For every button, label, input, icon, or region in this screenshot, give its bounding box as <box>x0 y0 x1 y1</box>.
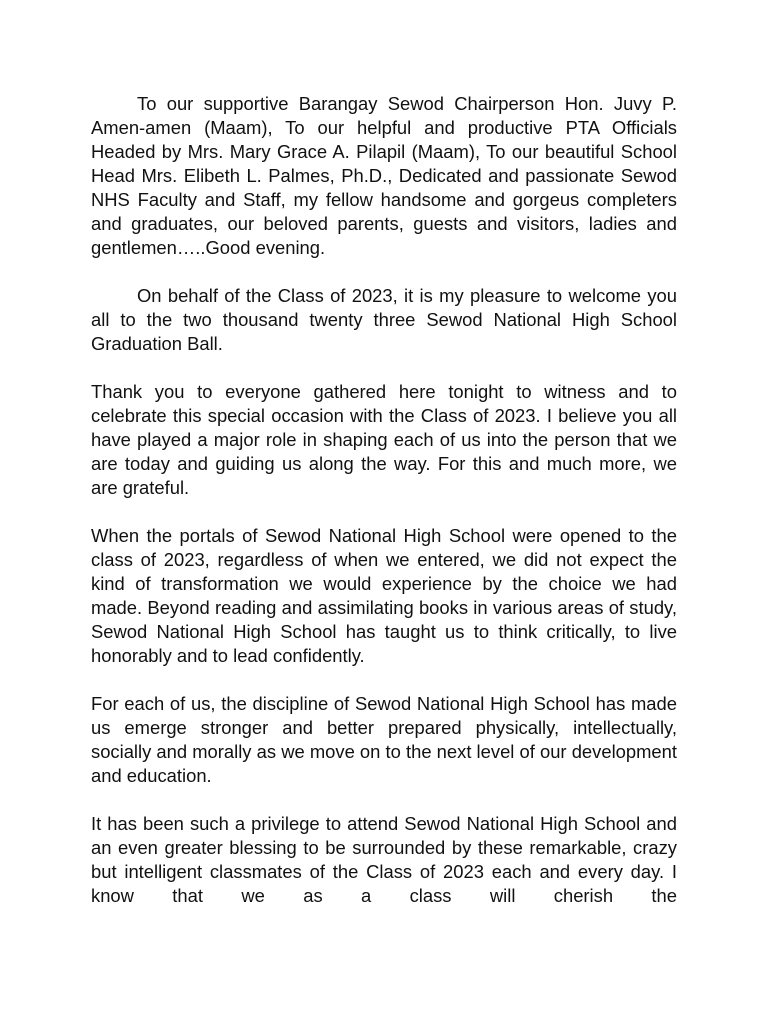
paragraph-discipline: For each of us, the discipline of Sewod National High School has made us emerge stronger and better prepared physically, intellectually, socially and morally as we move on to the next level of our development and education. <box>91 693 677 786</box>
paragraph-thanks: Thank you to everyone gathered here tonight to witness and to celebrate this special occasion with the Class of 2023. I believe you all have played a major role in shaping each of us into the person that we are today and guiding us along the way. For this and much more, we are grateful. <box>91 381 677 498</box>
paragraph-welcome: On behalf of the Class of 2023, it is my pleasure to welcome you all to the two thousand twenty three Sewod National High School Graduation Ball. <box>91 285 677 354</box>
paragraph-greeting: To our supportive Barangay Sewod Chairperson Hon. Juvy P. Amen-amen (Maam), To our helpful and productive PTA Officials Headed by Mrs. Mary Grace A. Pilapil (Maam), To our beautiful School Head Mrs. Elibeth L. Palmes, Ph.D., Dedicated and passionate Sewod NHS Faculty and Staff, my fellow handsome and gorgeus completers and graduates, our beloved parents, guests and visitors, ladies and gentlemen…..Good evening. <box>91 93 677 258</box>
paragraph-portals: When the portals of Sewod National High School were opened to the class of 2023, regardless of when we entered, we did not expect the kind of transformation we would experience by the choice we had made. Beyond reading and assimilating books in various areas of study, Sewod National High School has taught us to think critically, to live honorably and to lead confidently. <box>91 525 677 666</box>
paragraph-privilege: It has been such a privilege to attend Sewod National High School and an even greater blessing to be surrounded by these remarkable, crazy but intelligent classmates of the Class of 2023 each and every day. I know that we as a class will cherish the <box>91 813 677 906</box>
document-page <box>91 92 677 932</box>
